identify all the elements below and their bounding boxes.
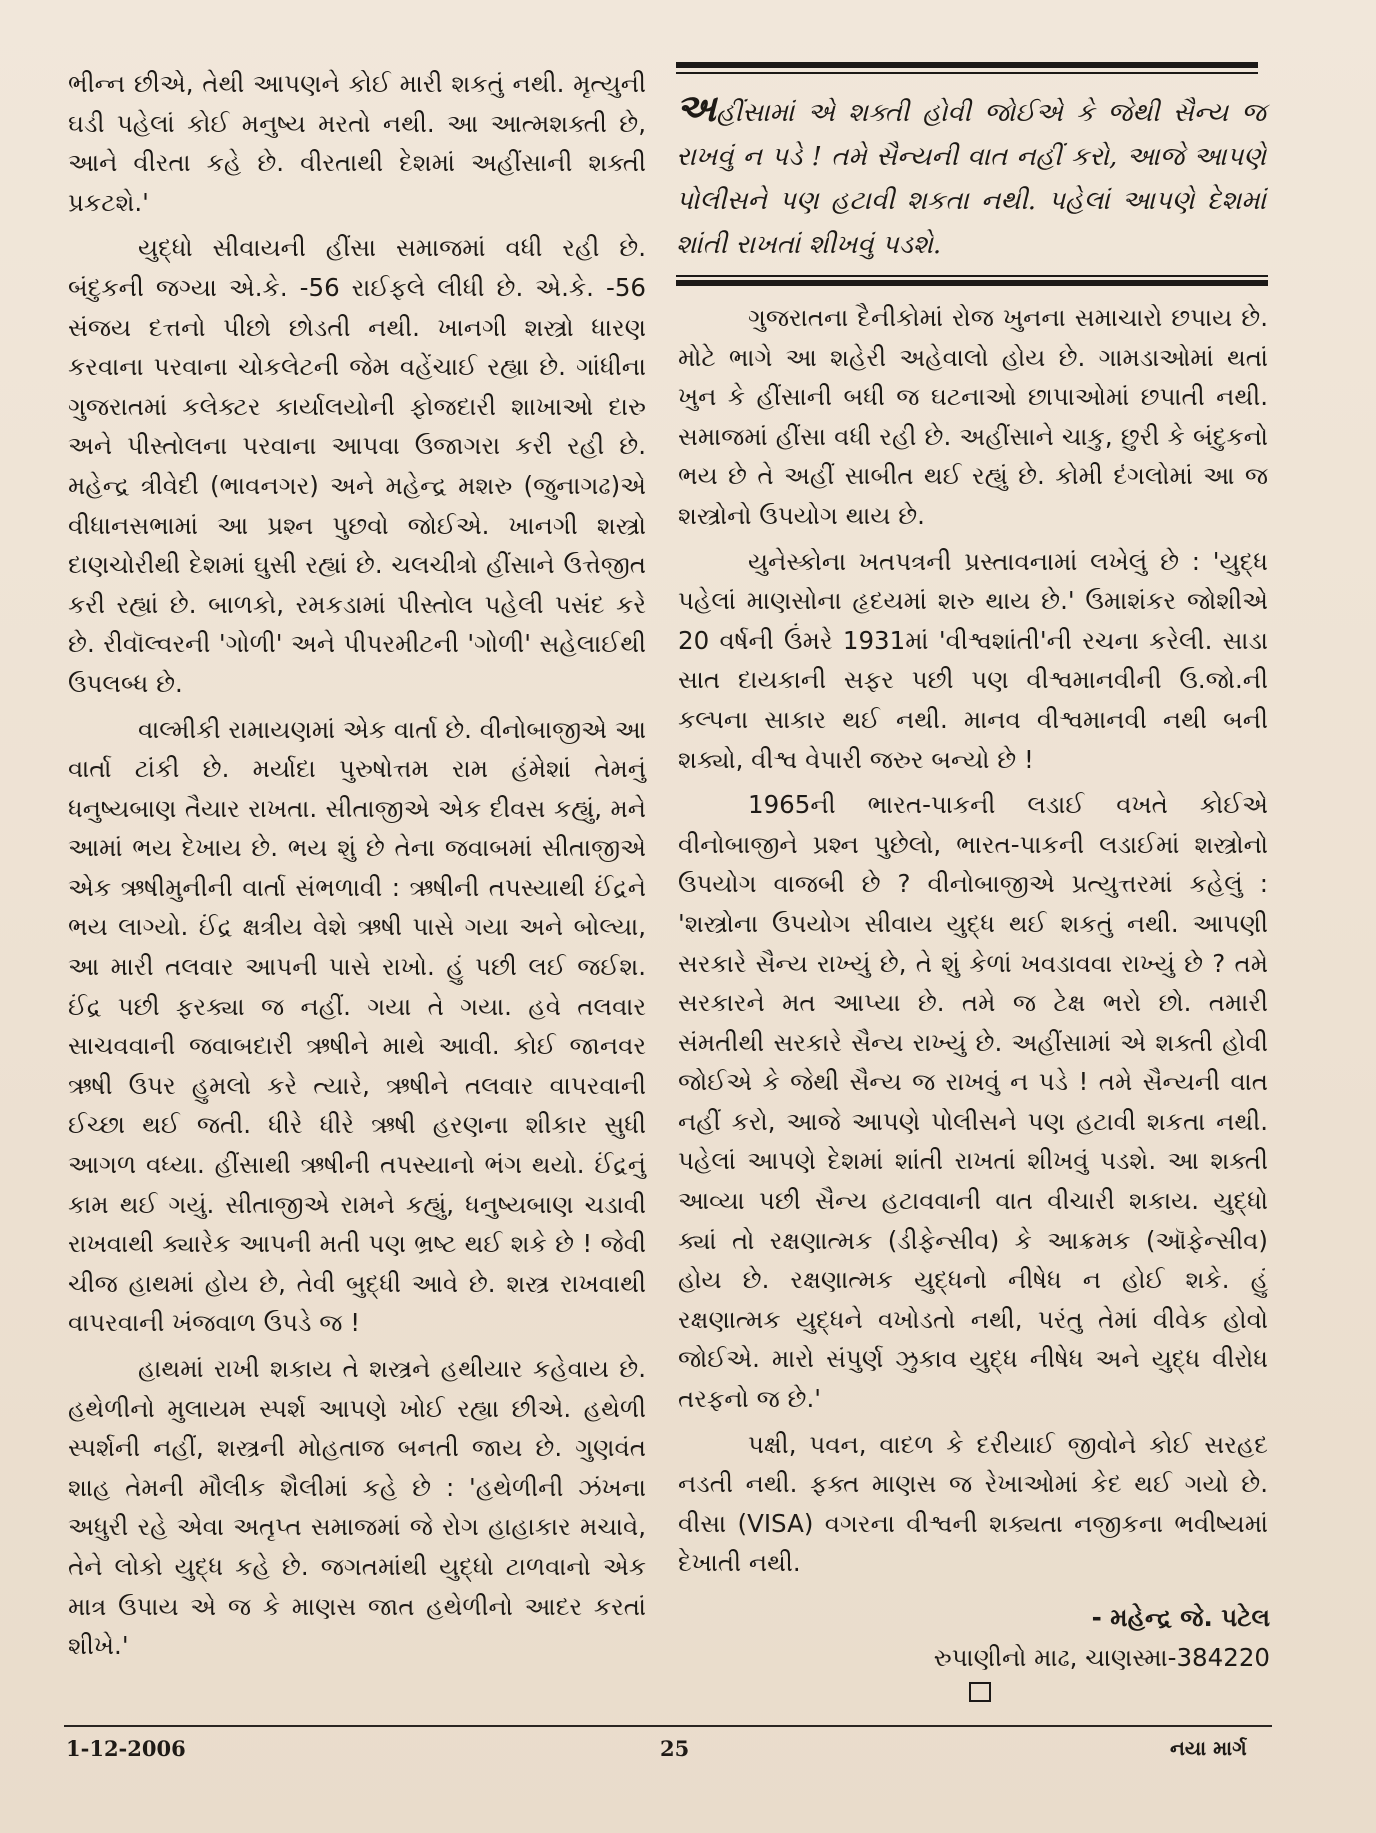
author-name: - મહેન્દ્ર જે. પટેલ [1091,1603,1270,1632]
left-paragraph-2: યુદ્ધો સીવાયની હીંસા સમાજમાં વધી રહી છે. બંદુકની જગ્યા એ.કે. -56 રાઈફલે લીધી છે. એ.કે. -56 સંજય દત્તનો પીછો છોડતી નથી. ખાનગી શસ્ત્રો ધારણ કરવાના પરવાના ચોકલેટની જેમ વહેંચાઈ રહ્યા છે. ગાંધીના ગુજરાતમાં કલેક્ટર કાર્યાલયોની ફોજદારી શાખાઓ દારુ અને પીસ્તોલના પરવાના આપવા ઉજાગરા કરી રહી છે. મહેન્દ્ર ત્રીવેદી (ભાવનગર) અને મહેન્દ્ર મશરુ (જુનાગઢ)એ વીધાનસભામાં આ પ્રશ્ન પુછવો જોઈએ. ખાનગી શસ્ત્રો દાણચોરીથી દેશમાં ઘુસી રહ્યાં છે. ચલચીત્રો હીંસાને ઉત્તેજીત કરી રહ્યાં છે. બાળકો, રમકડામાં પીસ્તોલ પહેલી પસંદ કરે છે. રીવૉલ્વરની 'ગોળી' અને પીપરમીટની 'ગોળી' સહેલાઈથી ઉપલબ્ધ છે. [68,233,646,698]
pull-quote [676,86,1266,267]
footer-rule [64,1725,1272,1727]
left-column [68,64,646,1672]
author-address: રુપાણીનો માઢ, ચાણસ્મા-384220 [933,1643,1270,1672]
pull-quote-text: હીંસામાં એ શક્તી હોવી જોઈએ કે જેથી સૈન્ય જ રાખવું ન પડે ! તમે સૈન્યની વાત નહીં કરો, આજે આપણે પોલીસને પણ હટાવી શકતા નથી. પહેલાં આપણે દેશમાં શાંતી રાખતાં શીખવું પડશે. [676,98,1266,260]
pull-quote-bottom-rule-thin [676,275,1268,277]
left-paragraph-4: હાથમાં રાખી શકાય તે શસ્ત્રને હથીયાર કહેવાય છે. હથેળીનો મુલાયમ સ્પર્શ આપણે ખોઈ રહ્યા છીએ. હથેળી સ્પર્શની નહીં, શસ્ત્રની મોહતાજ બનતી જાય છે. ગુણવંત શાહ તેમની મૌલીક શૈલીમાં કહે છે : 'હથેળીની ઝંખના અધુરી રહે એવા અતૃપ્ત સમાજમાં જે રોગ હાહાકાર મચાવે, તેને લોકો યુદ્ધ કહે છે. જગતમાંથી યુદ્ધો ટાળવાનો એક માત્ર ઉપાય એ જ કે માણસ જાત હથેળીનો આદર કરતાં શીખે.' [68,1354,646,1661]
pull-quote-bottom-rule-thick [676,280,1268,286]
page-number: 25 [660,1736,690,1761]
right-paragraph-2: યુનેસ્કોના ખતપત્રની પ્રસ્તાવનામાં લખેલું છે : 'યુદ્ધ પહેલાં માણસોના હૃદયમાં શરુ થાય છે.' ઉમાશંકર જોશીએ 20 વર્ષની ઉંમરે 1931માં 'વીશ્વશાંતી'ની રચના કરેલી. સાડા સાત દાયકાની સફર પછી પણ વીશ્વમાનવીની ઉ.જો.ની કલ્પના સાકાર થઈ નથી. માનવ વીશ્વમાનવી નથી બની શક્યો, વીશ્વ વેપારી જરુર બન્યો છે ! [678,546,1268,774]
journal-name: નયા માર્ગ [1170,1736,1247,1760]
pull-quote-top-rule-thin [676,72,1258,74]
footer-date: 1-12-2006 [66,1736,186,1761]
right-paragraph-3: 1965ની ભારત-પાકની લડાઈ વખતે કોઈએ વીનોબાજીને પ્રશ્ન પુછેલો, ભારત-પાકની લડાઈમાં શસ્ત્રોનો ઉપયોગ વાજબી છે ? વીનોબાજીએ પ્રત્યુત્તરમાં કહેલું : 'શસ્ત્રોના ઉપયોગ સીવાય યુદ્ધ થઈ શકતું નથી. આપણી સરકારે સૈન્ય રાખ્યું છે, તે શું કેળાં ખવડાવવા રાખ્યું છે ? તમે સરકારને મત આપ્યા છે. તમે જ ટેક્ષ ભરો છો. તમારી સંમતીથી સરકારે સૈન્ય રાખ્યું છે. અહીંસામાં એ શક્તી હોવી જોઈએ કે જેથી સૈન્ય જ રાખવું ન પડે ! તમે સૈન્યની વાત નહીં કરો, આજે આપણે પોલીસને પણ હટાવી શકતા નથી. પહેલાં આપણે દેશમાં શાંતી રાખતાં શીખવું પડશે. આ શક્તી આવ્યા પછી સૈન્ય હટાવવાની વાત વીચારી શકાય. યુદ્ધો ક્યાં તો રક્ષણાત્મક (ડીફેન્સીવ) કે આક્રમક (ઑફેન્સીવ) હોય છે. રક્ષણાત્મક યુદ્ધનો નીષેધ ન હોઈ શકે. હું રક્ષણાત્મક યુદ્ધને વખોડતો નથી, પરંતુ તેમાં વીવેક હોવો જોઈએ. મારો સંપુર્ણ ઝુકાવ યુદ્ધ નીષેધ અને યુદ્ધ વીરોધ તરફનો જ છે.' [678,790,1268,1414]
pull-quote-dropcap: અ [676,85,717,130]
author-signature [840,1598,1270,1678]
left-paragraph-1: ભીન્ન છીએ, તેથી આપણને કોઈ મારી શકતું નથી. મૃત્યુની ઘડી પહેલાં કોઈ મનુષ્ય મરતો નથી. આ આત્મશક્તી છે, આને વીરતા કહે છે. વીરતાથી દેશમાં અહીંસાની શક્તી પ્રકટશે.' [68,69,646,217]
right-paragraph-1: ગુજરાતના દૈનીકોમાં રોજ ખુનના સમાચારો છપાય છે. મોટે ભાગે આ શહેરી અહેવાલો હોય છે. ગામડાઓમાં થતાં ખુન કે હીંસાની બધી જ ઘટનાઓ છાપાઓમાં છપાતી નથી. સમાજમાં હીંસા વધી રહી છે. અહીંસાને ચાકુ, છુરી કે બંદુકનો ભય છે તે અહીં સાબીત થઈ રહ્યું છે. કોમી દંગલોમાં આ જ શસ્ત્રોનો ઉપયોગ થાય છે. [678,303,1268,530]
right-column [678,298,1268,1589]
left-paragraph-3: વાલ્મીકી રામાયણમાં એક વાર્તા છે. વીનોબાજીએ આ વાર્તા ટાંકી છે. મર્યાદા પુરુષોત્તમ રામ હંમેશાં તેમનું ધનુષ્યબાણ તૈયાર રાખતા. સીતાજીએ એક દીવસ કહ્યું, મને આમાં ભય દેખાય છે. ભય શું છે તેના જવાબમાં સીતાજીએ એક ઋષીમુનીની વાર્તા સંભળાવી : ઋષીની તપસ્યાથી ઈંદ્રને ભય લાગ્યો. ઈંદ્ર ક્ષત્રીય વેશે ઋષી પાસે ગયા અને બોલ્યા, આ મારી તલવાર આપની પાસે રાખો. હું પછી લઈ જઈશ. ઈંદ્ર પછી ફરક્યા જ નહીં. ગયા તે ગયા. હવે તલવાર સાચવવાની જવાબદારી ઋષીને માથે આવી. કોઈ જાનવર ઋષી ઉપર હુમલો કરે ત્યારે, ઋષીને તલવાર વાપરવાની ઈચ્છા થઈ જતી. ધીરે ધીરે ઋષી હરણના શીકાર સુધી આગળ વધ્યા. હીંસાથી ઋષીની તપસ્યાનો ભંગ થયો. ઈંદ્રનું કામ થઈ ગયું. સીતાજીએ રામને કહ્યું, ધનુષ્યબાણ ચડાવી રાખવાથી ક્યારેક આપની મતી પણ ભ્રષ્ટ થઈ શકે છે ! જેવી ચીજ હાથમાં હોય છે, તેવી બુદ્ધી આવે છે. શસ્ત્ર રાખવાથી વાપરવાની ખંજવાળ ઉપડે જ ! [68,714,646,1338]
right-paragraph-4: પક્ષી, પવન, વાદળ કે દરીયાઈ જીવોને કોઈ સરહદ નડતી નથી. ફક્ત માણસ જ રેખાઓમાં કેદ થઈ ગયો છે. વીસા (VISA) વગરના વીશ્વની શક્યતા નજીકના ભવીષ્યમાં દેખાતી નથી. [678,1429,1268,1578]
pull-quote-top-rule-thick [676,62,1258,68]
article-end-mark [969,1682,991,1702]
